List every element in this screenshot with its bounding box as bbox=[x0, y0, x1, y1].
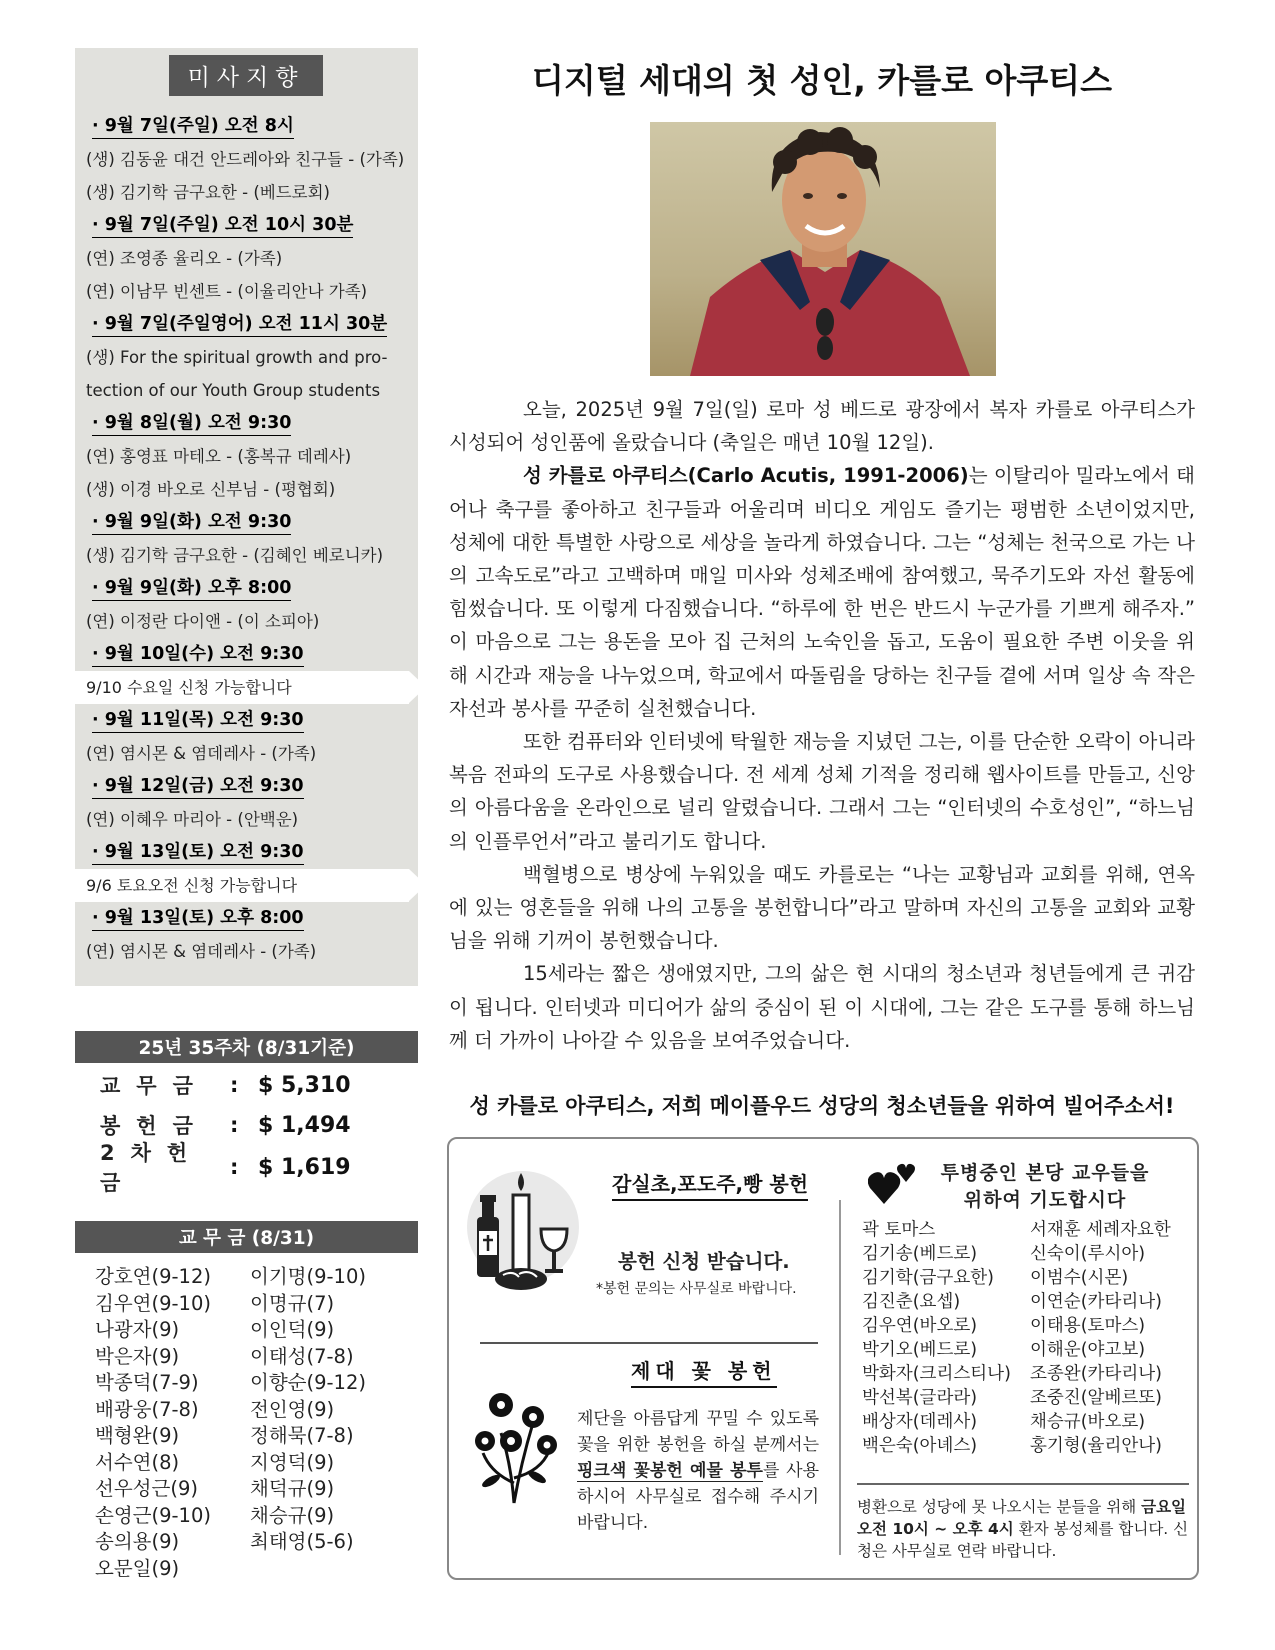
mass-date-text: · 9월 10일(수) 오전 9:30 bbox=[92, 644, 304, 667]
sick-parishioner: 박선복(글라라) bbox=[862, 1388, 978, 1408]
offering-label: 교무금 bbox=[100, 1074, 209, 1098]
dues-entry: 채승규(9) bbox=[250, 1503, 335, 1527]
offering-items-title: 감실초,포도주,빵 봉헌 bbox=[612, 1168, 808, 1201]
sick-parishioner: 이연순(카타리나) bbox=[1030, 1292, 1162, 1312]
sick-parishioner: 박기오(베드로) bbox=[862, 1340, 978, 1360]
mass-intention-item: (생) 김기학 금구요한 - (베드로회) bbox=[86, 183, 330, 202]
sick-parishioner: 서재훈 세례자요한 bbox=[1030, 1220, 1171, 1240]
box-divider-horizontal bbox=[480, 1342, 818, 1344]
mass-intention-item: (생) 김동윤 대건 안드레아와 친구들 - (가족) bbox=[86, 150, 405, 169]
offering-accepting-text: 봉헌 신청 받습니다. bbox=[618, 1250, 790, 1273]
dues-header: 교 무 금 (8/31) bbox=[75, 1221, 418, 1253]
mass-date-text: · 9월 9일(화) 오후 8:00 bbox=[92, 578, 291, 601]
sick-parishioner: 조종완(카타리나) bbox=[1030, 1364, 1162, 1384]
dues-entry: 손영근(9-10) bbox=[95, 1503, 211, 1527]
dues-entry: 이기명(9-10) bbox=[250, 1265, 366, 1288]
mass-date-heading bbox=[86, 506, 416, 539]
mass-intention-item: (생) 이경 바오로 신부님 - (평협회) bbox=[86, 480, 336, 499]
dues-list-col2 bbox=[250, 1264, 366, 1556]
home-communion-time: 금요일 오전 10시 ~ 오후 4시 bbox=[857, 1498, 1187, 1538]
dues-entry: 최태영(5-6) bbox=[250, 1530, 354, 1553]
dues-entry: 오문일(9) bbox=[95, 1556, 180, 1580]
offering-colon: : bbox=[230, 1073, 239, 1097]
mass-intention-item: (연) 염시몬 & 염데레사 - (가족) bbox=[86, 942, 317, 961]
sick-parishioner: 김기학(금구요한) bbox=[862, 1268, 994, 1288]
article-body bbox=[449, 393, 1195, 1057]
mass-availability-notice: 9/10 수요일 신청 가능합니다 bbox=[75, 671, 409, 704]
dues-entry: 이명규(7) bbox=[250, 1291, 335, 1315]
offering-note: *봉헌 문의는 사무실로 바랍니다. bbox=[596, 1281, 797, 1297]
mass-date-heading bbox=[86, 902, 416, 935]
mass-date-text: · 9월 13일(토) 오후 8:00 bbox=[92, 908, 304, 931]
sick-parishioner: 이해운(야고보) bbox=[1030, 1340, 1146, 1360]
dues-entry: 전인영(9) bbox=[250, 1397, 335, 1421]
dues-entry: 나광자(9) bbox=[95, 1318, 180, 1341]
mass-date-heading bbox=[86, 638, 416, 671]
dues-entry: 정해묵(7-8) bbox=[250, 1424, 354, 1447]
altar-flower-title: 제대 꽃 봉헌 bbox=[631, 1355, 777, 1388]
offering-colon: : bbox=[230, 1155, 239, 1179]
sick-parishioner: 김기송(베드로) bbox=[862, 1244, 978, 1264]
flower-icon bbox=[471, 1383, 557, 1505]
dues-entry: 백형완(9) bbox=[95, 1424, 180, 1447]
article-paragraph: 오늘, 2025년 9월 7일(일) 로마 성 베드로 광장에서 복자 카를로 아쿠티스가 시성되어 성인품에 올랐습니다 (축일은 매년 10월 12일). bbox=[449, 398, 1195, 455]
offering-label: 2차헌금 bbox=[100, 1141, 204, 1195]
sick-parishioner: 이범수(시몬) bbox=[1030, 1268, 1129, 1288]
mass-intention-item: (연) 조영종 율리오 - (가족) bbox=[86, 249, 283, 268]
candle-wine-bread-icon bbox=[463, 1165, 583, 1293]
mass-date-text: · 9월 8일(월) 오전 9:30 bbox=[92, 413, 291, 436]
portrait-illustration bbox=[650, 122, 996, 376]
home-communion-text-b: 환자 봉성체를 합니다. 신청은 사무실로 연락 바랍니다. bbox=[857, 1520, 1189, 1560]
mass-date-heading bbox=[86, 572, 416, 605]
dues-entry: 배광웅(7-8) bbox=[95, 1397, 199, 1421]
mass-date-heading bbox=[86, 704, 416, 737]
dues-entry: 김우연(9-10) bbox=[95, 1291, 211, 1315]
sick-parishioner: 조중진(알베르또) bbox=[1030, 1388, 1162, 1408]
article-paragraph: 백혈병으로 병상에 누워있을 때도 카를로는 “나는 교황님과 교회를 위해, 연옥에 있는 영혼들을 위해 나의 고통을 봉헌합니다”라고 말하며 자신의 고통을 교회와 교황님을 위해 기꺼이 봉헌했습니다. bbox=[449, 862, 1195, 953]
mass-intention-item: tection of our Youth Group students bbox=[86, 381, 381, 400]
weekly-offering-header: 25년 35주차 (8/31기준) bbox=[75, 1031, 418, 1063]
offering-amount: $ 1,494 bbox=[258, 1112, 351, 1138]
mass-date-text: · 9월 9일(화) 오전 9:30 bbox=[92, 512, 291, 535]
pink-envelope-highlight: 핑크색 꽃봉헌 예물 봉투 bbox=[577, 1461, 763, 1481]
mass-intentions-list bbox=[86, 110, 416, 968]
altar-flower-text-a: 제단을 아름답게 꾸밀 수 있도록 꽃을 위한 봉헌을 하실 분께서는 bbox=[577, 1409, 819, 1455]
sick-prayer-title bbox=[930, 1160, 1160, 1214]
article-title: 디지털 세대의 첫 성인, 카를로 아쿠티스 bbox=[531, 61, 1113, 100]
sick-prayer-title-line: 위하여 기도합시다 bbox=[963, 1189, 1127, 1211]
mass-date-heading bbox=[86, 407, 416, 440]
sick-parishioner: 박화자(크리스티나) bbox=[862, 1364, 1011, 1384]
hearts-icon bbox=[868, 1158, 920, 1208]
mass-intention-item: (연) 염시몬 & 염데레사 - (가족) bbox=[86, 744, 317, 763]
offering-amount: $ 5,310 bbox=[258, 1072, 351, 1098]
prayer-invocation: 성 카를로 아쿠티스, 저희 메이플우드 성당의 청소년들을 위하여 빌어주소서! bbox=[469, 1094, 1175, 1118]
mass-intention-item: (생) For the spiritual growth and pro- bbox=[86, 348, 388, 367]
mass-intention-item: (연) 이정란 다이앤 - (이 소피아) bbox=[86, 612, 320, 631]
mass-date-text: · 9월 12일(금) 오전 9:30 bbox=[92, 776, 304, 799]
sick-list-col1 bbox=[862, 1218, 1011, 1458]
mass-date-text: · 9월 7일(주일) 오전 10시 30분 bbox=[92, 215, 353, 238]
dues-entry: 박은자(9) bbox=[95, 1344, 180, 1368]
dues-entry: 송의용(9) bbox=[95, 1530, 180, 1553]
mass-date-text: · 9월 11일(목) 오전 9:30 bbox=[92, 710, 304, 733]
dues-entry: 이인덕(9) bbox=[250, 1318, 335, 1341]
article-paragraph: 15세라는 짧은 생애였지만, 그의 삶은 현 시대의 청소년과 청년들에게 큰 귀감이 됩니다. 인터넷과 미디어가 삶의 중심이 된 이 시대에, 그는 같은 도구를 통해 하느님께 더 가까이 나아갈 수 있음을 보여주었습니다. bbox=[449, 962, 1195, 1052]
article-paragraph bbox=[449, 459, 1195, 725]
mass-availability-notice: 9/6 토요오전 신청 가능합니다 bbox=[75, 869, 409, 902]
dues-entry: 선우성근(9) bbox=[95, 1477, 198, 1500]
mass-date-heading bbox=[86, 209, 416, 242]
home-communion-notice bbox=[857, 1496, 1197, 1562]
carlo-acutis-photo bbox=[650, 122, 996, 376]
dues-entry: 서수연(8) bbox=[95, 1450, 180, 1474]
mass-date-heading bbox=[86, 836, 416, 869]
sick-parishioner: 백은숙(아녜스) bbox=[862, 1436, 978, 1456]
mass-date-text: · 9월 7일(주일영어) 오전 11시 30분 bbox=[92, 314, 387, 337]
mass-intention-item: (연) 이혜우 마리아 - (안백운) bbox=[86, 810, 299, 829]
sick-parishioner: 곽 토마스 bbox=[862, 1220, 936, 1240]
altar-flower-text bbox=[577, 1406, 819, 1536]
sick-parishioner: 배상자(데레사) bbox=[862, 1412, 978, 1432]
offering-amount: $ 1,619 bbox=[258, 1154, 351, 1180]
dues-list-col1 bbox=[95, 1264, 211, 1582]
mass-date-heading bbox=[86, 308, 416, 341]
sick-parishioner: 홍기형(율리안나) bbox=[1030, 1436, 1162, 1456]
dues-entry: 박종덕(7-9) bbox=[95, 1371, 199, 1394]
dues-entry: 이태성(7-8) bbox=[250, 1344, 354, 1368]
mass-date-text: · 9월 13일(토) 오전 9:30 bbox=[92, 842, 304, 865]
mass-intentions-header: 미사지향 bbox=[169, 55, 323, 96]
offering-label: 봉헌금 bbox=[100, 1114, 209, 1138]
home-communion-text-a: 병환으로 성당에 못 나오시는 분들을 위해 bbox=[857, 1498, 1142, 1516]
mass-intention-item: (연) 홍영표 마테오 - (홍복규 데레사) bbox=[86, 447, 352, 466]
article-saint-name: 성 카를로 아쿠티스(Carlo Acutis, 1991-2006) bbox=[523, 464, 969, 488]
sick-parishioner: 김진춘(요셉) bbox=[862, 1292, 961, 1312]
sick-parishioner: 이태용(토마스) bbox=[1030, 1316, 1146, 1336]
dues-entry: 지영덕(9) bbox=[250, 1450, 335, 1474]
mass-intention-item: (연) 이남무 빈센트 - (이율리안나 가족) bbox=[86, 282, 368, 301]
article-paragraph: 또한 컴퓨터와 인터넷에 탁월한 재능을 지녔던 그는, 이를 단순한 오락이 아니라 복음 전파의 도구로 사용했습니다. 전 세계 성체 기적을 정리해 웹사이트를 만들고, 신앙의 아름다움을 온라인으로 널리 알렸습니다. 그래서 그는 “인터넷의 수호성인”, “하느님의 인플루언서”라고 불리기도 합니다. bbox=[449, 730, 1195, 853]
sick-list-col2 bbox=[1030, 1218, 1171, 1458]
dues-entry: 채덕규(9) bbox=[250, 1477, 335, 1500]
sick-prayer-title-line: 투병중인 본당 교우들을 bbox=[940, 1162, 1150, 1184]
box-divider-vertical bbox=[839, 1200, 841, 1555]
sick-parishioner: 신숙이(루시아) bbox=[1030, 1244, 1146, 1264]
offering-colon: : bbox=[230, 1113, 239, 1137]
altar-flower-text-b: 를 사용하시어 사무실로 접수해 주시기 바랍니다. bbox=[577, 1461, 819, 1533]
mass-date-text: · 9월 7일(주일) 오전 8시 bbox=[92, 116, 294, 139]
box-divider-horizontal bbox=[857, 1483, 1189, 1485]
sick-parishioner: 김우연(바오로) bbox=[862, 1316, 978, 1336]
sick-parishioner: 채승규(바오로) bbox=[1030, 1412, 1146, 1432]
offering-row bbox=[100, 1141, 351, 1195]
dues-entry: 이향순(9-12) bbox=[250, 1371, 366, 1394]
article-paragraph-text: 는 이탈리아 밀라노에서 태어나 축구를 좋아하고 친구들과 어울리며 비디오 게임도 즐기는 평범한 소년이었지만, 성체에 대한 특별한 사랑으로 세상을 놀라게 하였습니다. 그는 “성체는 천국으로 가는 나의 고속도로”라고 고백하며 매일 미사와 성체조배에 참여했고, 묵주기도와 자선 활동에 힘썼습니다. 또 이렇게 다짐했습니다. “하루에 한 번은 반드시 누군가를 기쁘게 해주자.” 이 마음으로 그는 용돈을 모아 집 근처의 노숙인을 돕고, 도움이 필요한 주변 이웃을 위해 시간과 재능을 나누었으며, 학교에서 따돌림을 당하는 친구들 곁에 서며 일상 속 작은 자선과 봉사를 꾸준히 실천했습니다. bbox=[449, 464, 1195, 720]
mass-intention-item: (생) 김기학 금구요한 - (김혜인 베로니카) bbox=[86, 546, 384, 565]
mass-date-heading bbox=[86, 770, 416, 803]
mass-date-heading bbox=[86, 110, 416, 143]
offering-row bbox=[100, 1065, 351, 1105]
dues-entry: 강호연(9-12) bbox=[95, 1265, 211, 1288]
